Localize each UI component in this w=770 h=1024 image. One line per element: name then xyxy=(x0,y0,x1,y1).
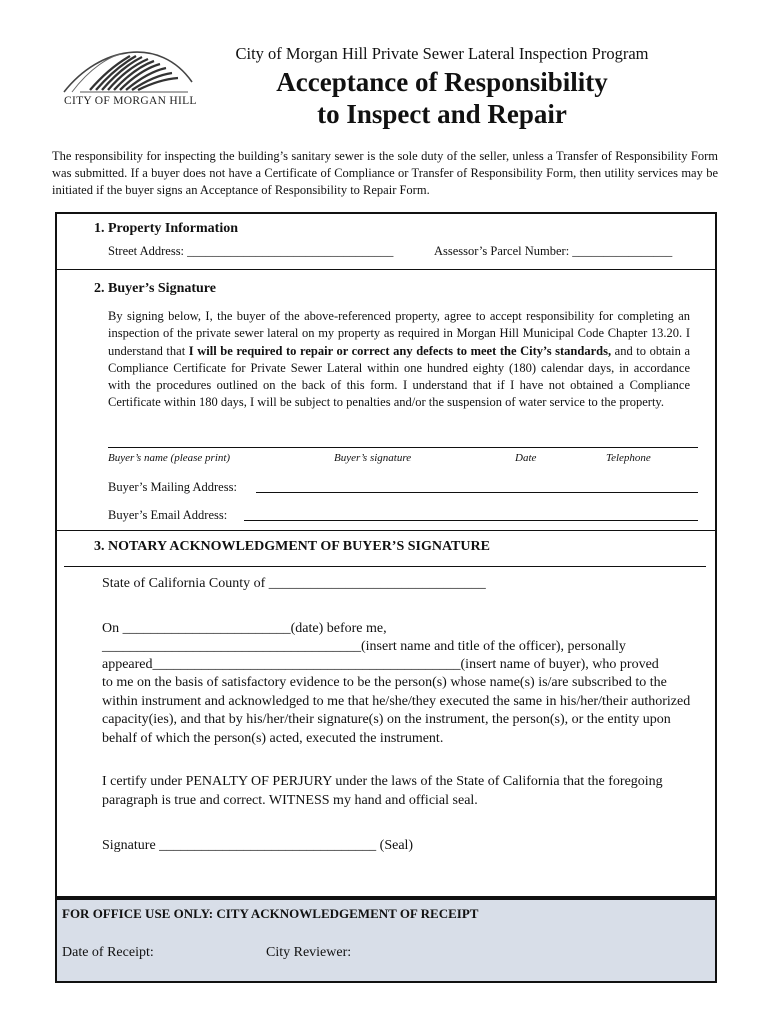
section3-heading: 3. NOTARY ACKNOWLEDGMENT OF BUYER’S SIGNATURE xyxy=(94,539,490,554)
agreement-text-a: By signing below, I, the buyer of the above-referenced property, agree to accept responsibility for completing an inspection of the private sewer lateral on my property as required in Morgan Hill Municipal Code Chapter 13.20. I understand that xyxy=(108,309,690,358)
section-divider xyxy=(57,269,715,270)
section2-heading: 2. Buyer’s Signature xyxy=(94,281,216,296)
label-date: Date xyxy=(515,452,537,464)
notary-state-county[interactable]: State of California County of _______________________________ xyxy=(102,576,486,591)
buyer-agreement-paragraph xyxy=(108,308,690,412)
parcel-number-field[interactable]: Assessor’s Parcel Number: ________________ xyxy=(434,244,673,258)
notary-body: to me on the basis of satisfactory evidence to be the person(s) whose name(s) is/are subscribed to the within instrument and acknowledged to me that he/she/they executed the same in his/her/their authorized capacity(ies), and that by his/her/their signature(s) on the instrument, the person(s), or the entity upon behalf of which the person(s) acted, executed the instrument. xyxy=(102,675,691,746)
notary-appeared-line[interactable]: appeared____________________________________________(insert name of buyer), who proved xyxy=(102,657,659,672)
mailing-address-label: Buyer’s Mailing Address: xyxy=(108,480,237,494)
city-reviewer-label: City Reviewer: xyxy=(266,945,352,960)
email-address-label: Buyer’s Email Address: xyxy=(108,508,228,522)
city-logo xyxy=(60,38,210,113)
notary-on-date[interactable]: On ________________________(date) before me, xyxy=(102,621,387,636)
form-title-line2: to Inspect and Repair xyxy=(317,99,567,129)
notary-officer-line[interactable]: _____________________________________(insert name and title of the officer), personally xyxy=(102,639,626,654)
logo-text: CITY OF MORGAN HILL xyxy=(64,95,197,107)
form-title-line1: Acceptance of Responsibility xyxy=(276,67,608,97)
notary-signature-line[interactable]: Signature _______________________________ (Seal) xyxy=(102,838,414,853)
email-address-line[interactable] xyxy=(244,520,698,521)
street-address-field[interactable]: Street Address: _________________________________ xyxy=(108,244,394,258)
notary-certify: I certify under PENALTY OF PERJURY under the laws of the State of California that the foregoing paragraph is true and correct. WITNESS my hand and official seal. xyxy=(102,774,663,808)
section-divider xyxy=(57,530,715,531)
mailing-address-line[interactable] xyxy=(256,492,698,493)
label-buyer-name: Buyer’s name (please print) xyxy=(108,452,231,464)
agreement-text-b: and to obtain a Compliance Certificate for Private Sewer Lateral within one hundred eighty (180) calendar days, in accordance with the procedures outlined on the back of this form. I understand that if I have not obtained a Compliance Certificate within 180 days, I will be subject to penalties and/or the suspension of water service to the property. xyxy=(108,343,690,410)
agreement-text-bold: I will be required to repair or correct any defects to meet the City’s standards, xyxy=(188,343,612,358)
office-use-heading: FOR OFFICE USE ONLY: CITY ACKNOWLEDGEMENT OF RECEIPT xyxy=(62,906,479,921)
section1-heading: 1. Property Information xyxy=(94,221,238,236)
label-telephone: Telephone xyxy=(606,452,651,464)
city-logo-graphic xyxy=(60,38,210,98)
date-of-receipt-label: Date of Receipt: xyxy=(62,945,154,960)
program-title: City of Morgan Hill Private Sewer Lateral Inspection Program xyxy=(235,44,649,63)
section-divider xyxy=(64,566,706,567)
buyer-signature-line[interactable] xyxy=(108,447,698,448)
label-buyer-signature: Buyer’s signature xyxy=(334,452,412,464)
intro-paragraph: The responsibility for inspecting the building’s sanitary sewer is the sole duty of the seller, unless a Transfer of Responsibility Form was submitted. If a buyer does not have a Certificate of Compliance or Transfer of Responsibility Form, then utility services may be initiated if the buyer signs an Acceptance of Responsibility to Repair Form. xyxy=(52,149,718,197)
